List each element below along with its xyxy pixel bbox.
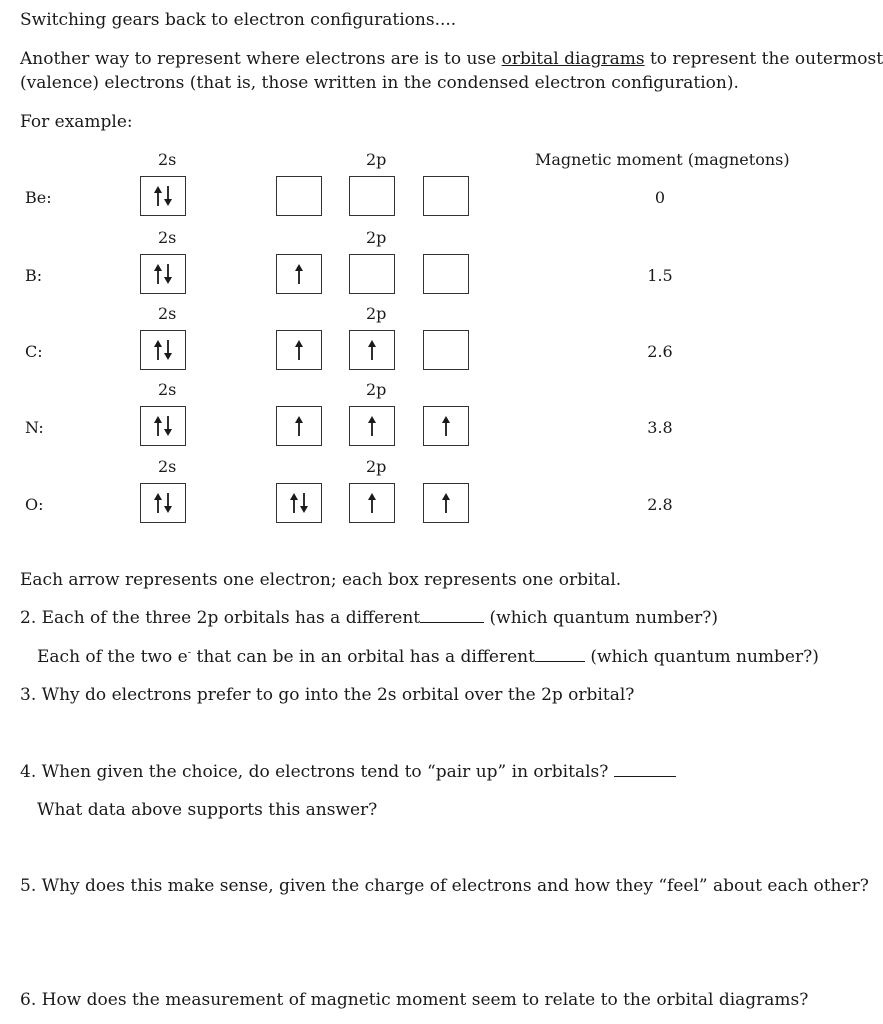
orbital-box-2p	[423, 330, 469, 370]
q2b-suffix: (which quantum number?)	[590, 647, 819, 667]
orbital-label-2p: 2p	[366, 228, 387, 247]
orbital-box-2s	[140, 406, 186, 446]
paired-electron-arrows-icon	[150, 185, 176, 207]
magnetic-moment-value: 2.6	[647, 342, 673, 361]
electron-up-arrow-icon	[439, 492, 453, 514]
orbital-label-2s: 2s	[158, 150, 177, 169]
electron-up-arrow-icon	[365, 415, 379, 437]
orbital-box-2p	[276, 176, 322, 216]
orbital-box-2s	[140, 483, 186, 523]
orbital-label-2s: 2s	[158, 304, 177, 323]
worksheet-heading: Switching gears back to electron configurations....	[20, 10, 457, 30]
q4-answer-blank[interactable]	[614, 775, 676, 777]
question-3: 3. Why do electrons prefer to go into the 2s orbital over the 2p orbital?	[20, 685, 635, 705]
intro-line-1	[20, 49, 883, 69]
orbital-box-2p	[423, 483, 469, 523]
question-4	[20, 762, 676, 782]
orbital-box-2p	[276, 254, 322, 294]
orbital-diagrams-term: orbital diagrams	[501, 49, 645, 69]
electron-up-arrow-icon	[439, 415, 453, 437]
orbital-box-2p	[423, 176, 469, 216]
orbital-label-2p: 2p	[366, 380, 387, 399]
element-label: C:	[25, 342, 43, 361]
electron-up-arrow-icon	[292, 339, 306, 361]
paired-electron-arrows-icon	[150, 415, 176, 437]
question-2b	[37, 647, 819, 667]
electron-up-arrow-icon	[292, 263, 306, 285]
q2a-prefix: 2. Each of the three 2p orbitals has a different	[20, 608, 421, 628]
orbital-box-2p	[276, 330, 322, 370]
orbital-box-2p	[349, 176, 395, 216]
q2b-mid: that can be in an orbital has a different	[191, 647, 535, 667]
orbital-label-2p: 2p	[366, 457, 387, 476]
q2b-prefix: Each of the two e	[37, 647, 188, 667]
question-4-sub: What data above supports this answer?	[37, 800, 378, 820]
orbital-label-2s: 2s	[158, 228, 177, 247]
explanation-text: Each arrow represents one electron; each box represents one orbital.	[20, 570, 622, 590]
magnetic-moment-value: 0	[654, 188, 666, 207]
element-label: N:	[25, 418, 44, 437]
orbital-box-2s	[140, 330, 186, 370]
q2b-answer-blank[interactable]	[535, 660, 585, 662]
electron-up-arrow-icon	[292, 415, 306, 437]
orbital-box-2p	[349, 406, 395, 446]
orbital-label-2s: 2s	[158, 380, 177, 399]
orbital-label-2p: 2p	[366, 150, 387, 169]
intro-text-a: Another way to represent where electrons are is to use	[20, 49, 502, 69]
element-label: Be:	[25, 188, 52, 207]
intro-text-b: to represent the outermost	[644, 49, 883, 69]
q2a-suffix: (which quantum number?)	[489, 608, 719, 628]
q4-text: 4. When given the choice, do electrons tend to “pair up” in orbitals?	[20, 762, 609, 782]
paired-electron-arrows-icon	[286, 492, 312, 514]
question-6: 6. How does the measurement of magnetic moment seem to relate to the orbital diagrams?	[20, 990, 809, 1010]
magnetic-moment-value: 3.8	[647, 418, 673, 437]
q2a-answer-blank[interactable]	[420, 621, 484, 623]
electron-up-arrow-icon	[365, 492, 379, 514]
orbital-box-2p	[423, 254, 469, 294]
orbital-box-2p	[349, 330, 395, 370]
paired-electron-arrows-icon	[150, 263, 176, 285]
orbital-label-2s: 2s	[158, 457, 177, 476]
electron-charge-sup: -	[187, 647, 192, 659]
orbital-box-2p	[423, 406, 469, 446]
orbital-box-2p	[276, 406, 322, 446]
orbital-box-2p	[349, 254, 395, 294]
paired-electron-arrows-icon	[150, 339, 176, 361]
electron-up-arrow-icon	[365, 339, 379, 361]
magnetic-moment-header: Magnetic moment (magnetons)	[535, 150, 790, 169]
example-label: For example:	[20, 112, 133, 132]
orbital-box-2s	[140, 176, 186, 216]
orbital-box-2p	[349, 483, 395, 523]
orbital-label-2p: 2p	[366, 304, 387, 323]
element-label: B:	[25, 266, 43, 285]
orbital-box-2p	[276, 483, 322, 523]
magnetic-moment-value: 1.5	[647, 266, 673, 285]
orbital-box-2s	[140, 254, 186, 294]
element-label: O:	[25, 495, 44, 514]
intro-line-2: (valence) electrons (that is, those written in the condensed electron configuration).	[20, 73, 739, 93]
question-2a	[20, 608, 718, 628]
magnetic-moment-value: 2.8	[647, 495, 673, 514]
question-5: 5. Why does this make sense, given the charge of electrons and how they “feel” about each other?	[20, 876, 869, 896]
paired-electron-arrows-icon	[150, 492, 176, 514]
